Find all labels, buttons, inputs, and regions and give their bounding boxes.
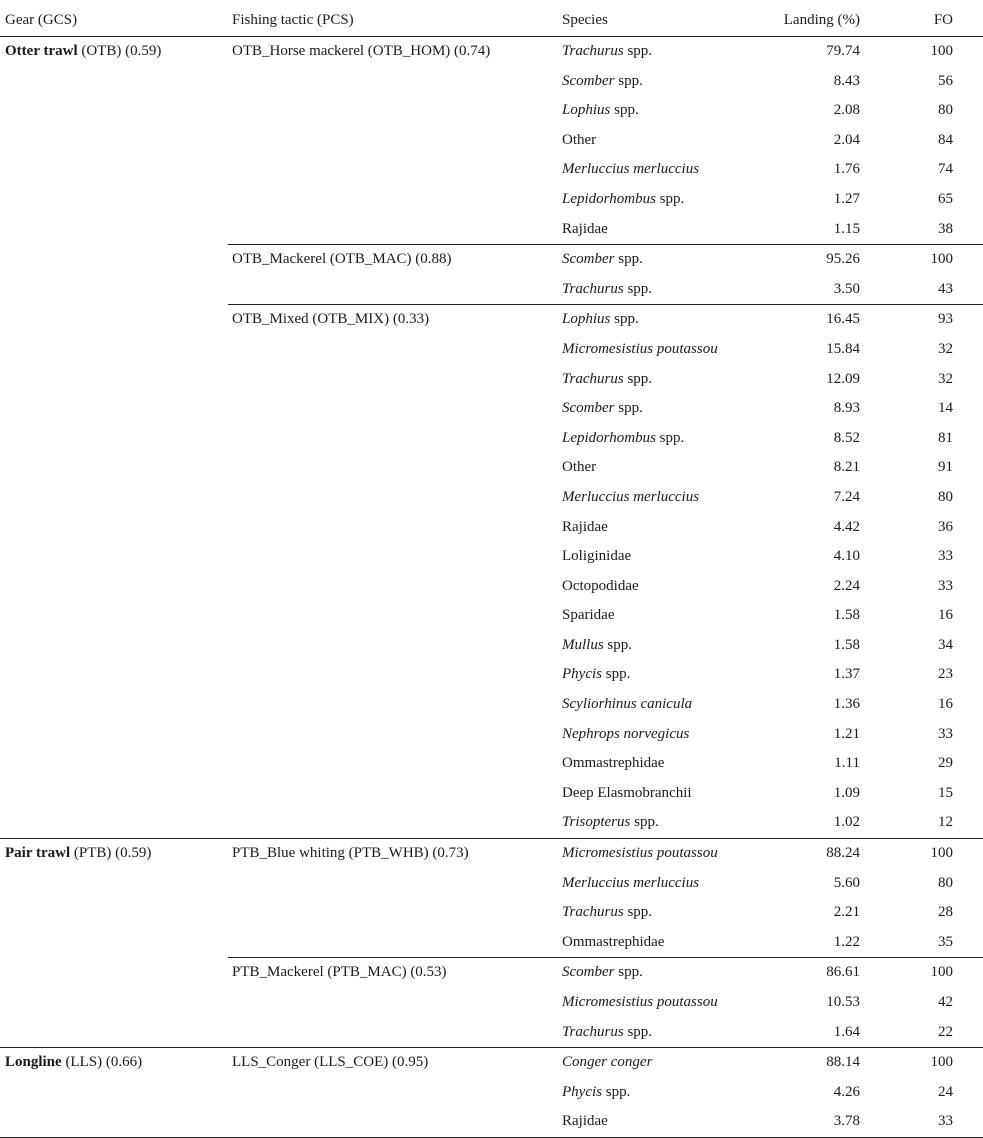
table-row (0, 779, 983, 809)
landing-cell: 3.78 (772, 1107, 890, 1137)
species-cell (558, 275, 772, 305)
species-italic: Trachurus (562, 280, 624, 297)
gear-code: (LLS) (0.66) (61, 1054, 143, 1071)
landing-cell: 7.24 (833, 488, 860, 505)
gear-cell (0, 245, 228, 275)
gear-cell (0, 424, 228, 454)
landing-cell: 1.37 (833, 666, 860, 683)
tactic-cell (228, 660, 558, 690)
table-row (0, 215, 983, 245)
species-italic: Trachurus (562, 904, 624, 921)
table-row (0, 601, 983, 631)
landing-cell: 4.42 (833, 518, 860, 535)
species-italic: Phycis (562, 666, 602, 683)
tactic-cell (228, 749, 558, 779)
species-cell (558, 839, 772, 869)
species-text: spp. (614, 72, 643, 89)
species-text: spp. (610, 102, 639, 119)
species-text: Rajidae (562, 1113, 608, 1130)
species-cell (558, 898, 772, 928)
table-row (0, 245, 983, 275)
fo-cell: 81 (938, 429, 953, 446)
table-row (0, 155, 983, 185)
header-fo: FO (890, 4, 983, 37)
gear-cell (0, 305, 228, 335)
gear-cell (0, 869, 228, 899)
gear-cell (0, 542, 228, 572)
tactic-cell: PTB_Mackerel (PTB_MAC) (0.53) (228, 958, 558, 988)
fo-cell: 84 (938, 131, 953, 148)
table-row (0, 37, 983, 67)
species-cell (558, 601, 772, 631)
landing-cell: 1.58 (833, 607, 860, 624)
species-italic: Scomber (562, 72, 615, 89)
species-italic: Scomber (562, 964, 615, 981)
gear-cell (0, 1048, 228, 1078)
tactic-cell (228, 631, 558, 661)
tactic-cell (228, 1078, 558, 1108)
table-row (0, 394, 983, 424)
species-text: Loliginidae (562, 548, 632, 565)
gear-cell (0, 898, 228, 928)
species-text: spp. (614, 400, 643, 417)
species-italic: Lophius (562, 102, 611, 119)
tactic-cell (228, 720, 558, 750)
species-italic: Scyliorhinus canicula (562, 696, 693, 713)
fo-cell: 100 (890, 958, 983, 988)
landing-cell: 1.02 (833, 814, 860, 831)
landing-cell: 15.84 (826, 340, 860, 357)
table-row (0, 1018, 983, 1048)
species-text: spp. (603, 636, 633, 653)
species-cell (558, 542, 772, 572)
tactic-cell (228, 185, 558, 215)
fo-cell: 12 (938, 814, 953, 831)
table-row (0, 749, 983, 779)
species-text: Other (562, 131, 597, 148)
species-cell (558, 305, 772, 335)
gear-name: Otter trawl (5, 43, 78, 59)
table-row (0, 690, 983, 720)
species-cell (558, 720, 772, 750)
landing-cell: 1.58 (833, 636, 860, 653)
species-cell (558, 424, 772, 454)
landing-cell: 1.27 (833, 190, 860, 207)
gear-cell (0, 1078, 228, 1108)
fo-cell: 29 (938, 755, 953, 772)
species-italic: Micromesistius poutassou (562, 340, 718, 357)
species-italic: Scomber (562, 251, 615, 268)
fo-cell: 32 (938, 370, 953, 387)
table-row (0, 513, 983, 543)
landing-cell: 3.50 (833, 280, 860, 297)
landing-cell: 88.24 (772, 839, 890, 869)
species-cell (558, 988, 772, 1018)
tactic-cell (228, 275, 558, 305)
species-text: Ommastrephidae (562, 933, 665, 950)
table-row (0, 305, 983, 335)
gear-cell (0, 1107, 228, 1137)
tactic-cell (228, 96, 558, 126)
gear-code: (OTB) (0.59) (77, 43, 162, 59)
tactic-cell (228, 808, 558, 838)
header-gear: Gear (GCS) (0, 4, 228, 37)
landing-cell: 4.26 (833, 1083, 860, 1100)
species-italic: Scomber (562, 400, 615, 417)
species-italic: Lepidorhombus (562, 429, 656, 446)
species-cell (558, 185, 772, 215)
table-row (0, 67, 983, 97)
gear-cell (0, 96, 228, 126)
landing-cell: 2.21 (833, 904, 860, 921)
species-text: Rajidae (562, 220, 608, 237)
header-row (0, 4, 983, 37)
fo-cell: 33 (938, 548, 953, 565)
species-cell (558, 572, 772, 602)
species-text: spp. (623, 43, 653, 59)
species-italic: Merluccius merluccius (562, 161, 700, 178)
gear-cell (0, 453, 228, 483)
fo-cell: 14 (938, 400, 953, 417)
table-row (0, 839, 983, 869)
species-text: spp. (623, 1023, 653, 1040)
tactic-cell (228, 483, 558, 513)
tactic-cell (228, 513, 558, 543)
table-row (0, 96, 983, 126)
table-row (0, 483, 983, 513)
fo-cell: 80 (938, 874, 953, 891)
species-italic: Merluccius merluccius (562, 874, 700, 891)
gear-cell (0, 37, 228, 67)
gear-cell (0, 155, 228, 185)
tactic-cell: OTB_Mackerel (OTB_MAC) (0.88) (228, 245, 558, 275)
landing-cell: 16.45 (772, 305, 890, 335)
fo-cell: 100 (890, 245, 983, 275)
gear-cell (0, 601, 228, 631)
species-italic: Micromesistius poutassou (562, 845, 718, 862)
table-row (0, 808, 983, 838)
species-text: spp. (655, 429, 685, 446)
fo-cell: 36 (938, 518, 953, 535)
table-row (0, 572, 983, 602)
species-cell (558, 1048, 772, 1078)
table-row (0, 1078, 983, 1108)
gear-cell (0, 690, 228, 720)
gear-cell (0, 660, 228, 690)
landing-cell: 1.22 (833, 933, 860, 950)
tactic-cell (228, 155, 558, 185)
table-row (0, 958, 983, 988)
species-text: Deep Elasmobranchii (562, 784, 692, 801)
gear-cell (0, 126, 228, 156)
gear-cell (0, 1018, 228, 1048)
table-row (0, 1107, 983, 1137)
tactic-cell (228, 1107, 558, 1137)
species-cell (558, 245, 772, 275)
landing-cell: 1.21 (833, 725, 860, 742)
gear-name: Longline (5, 1054, 62, 1071)
fo-cell: 24 (938, 1083, 953, 1100)
tactic-cell (228, 126, 558, 156)
species-cell (558, 1107, 772, 1137)
species-italic: Nephrops norvegicus (562, 725, 690, 742)
gear-cell (0, 335, 228, 365)
gear-cell (0, 215, 228, 245)
species-cell (558, 335, 772, 365)
fo-cell: 15 (938, 784, 953, 801)
table-row (0, 365, 983, 395)
table-row (0, 631, 983, 661)
table-row (0, 335, 983, 365)
landing-cell: 1.09 (833, 784, 860, 801)
tactic-cell (228, 898, 558, 928)
species-cell (558, 453, 772, 483)
tactic-cell (228, 453, 558, 483)
fo-cell: 38 (938, 220, 953, 237)
tactic-cell (228, 1018, 558, 1048)
fo-cell: 91 (938, 459, 953, 476)
landing-cell: 1.64 (833, 1023, 860, 1040)
fo-cell: 100 (890, 839, 983, 869)
tactic-cell: LLS_Conger (LLS_COE) (0.95) (228, 1048, 558, 1078)
species-italic: Trachurus (562, 43, 624, 59)
table-row (0, 275, 983, 305)
species-cell (558, 958, 772, 988)
fo-cell: 80 (938, 102, 953, 119)
fo-cell: 93 (890, 305, 983, 335)
species-text: spp. (630, 814, 659, 831)
species-cell (558, 215, 772, 245)
species-italic: Trachurus (562, 370, 624, 387)
table-body (0, 37, 983, 1138)
tactic-cell (228, 335, 558, 365)
gear-cell (0, 394, 228, 424)
tactic-cell (228, 869, 558, 899)
species-cell (558, 779, 772, 809)
fo-cell: 43 (938, 280, 953, 297)
gear-cell (0, 513, 228, 543)
species-text: spp. (614, 251, 643, 268)
species-text: spp. (601, 666, 631, 683)
table-row (0, 424, 983, 454)
gear-cell (0, 275, 228, 305)
species-cell (558, 808, 772, 838)
table-row (0, 1048, 983, 1078)
species-text: spp. (623, 370, 653, 387)
landing-cell: 1.36 (833, 696, 860, 713)
tactic-cell (228, 67, 558, 97)
fo-cell: 34 (938, 636, 953, 653)
gear-cell (0, 749, 228, 779)
table-row (0, 126, 983, 156)
gear-code: (PTB) (0.59) (70, 845, 152, 862)
gear-cell (0, 808, 228, 838)
fo-cell: 16 (938, 607, 953, 624)
species-italic: Phycis (562, 1083, 602, 1100)
species-text: Rajidae (562, 518, 608, 535)
tactic-cell (228, 542, 558, 572)
species-cell (558, 660, 772, 690)
landing-cell: 8.93 (833, 400, 860, 417)
header-tactic: Fishing tactic (PCS) (228, 4, 558, 37)
species-italic: Lepidorhombus (562, 190, 656, 207)
landing-cell: 86.61 (772, 958, 890, 988)
table-row (0, 453, 983, 483)
header-landing: Landing (%) (772, 4, 890, 37)
landing-cell: 1.76 (833, 161, 860, 178)
tactic-cell (228, 424, 558, 454)
species-italic: Micromesistius poutassou (562, 994, 718, 1010)
species-cell (558, 365, 772, 395)
tactic-cell (228, 928, 558, 958)
species-text: spp. (623, 280, 653, 297)
landing-cell: 8.52 (833, 429, 860, 446)
fo-cell: 23 (938, 666, 953, 683)
species-cell (558, 869, 772, 899)
tactic-cell: OTB_Horse mackerel (OTB_HOM) (0.74) (228, 37, 558, 67)
gear-cell (0, 779, 228, 809)
tactic-cell: OTB_Mixed (OTB_MIX) (0.33) (228, 305, 558, 335)
landing-cell: 2.08 (833, 102, 860, 119)
species-cell (558, 67, 772, 97)
species-text: spp. (614, 964, 643, 981)
table-row (0, 988, 983, 1018)
species-cell (558, 394, 772, 424)
species-italic: Merluccius merluccius (562, 488, 700, 505)
tactic-cell (228, 988, 558, 1018)
gear-cell (0, 988, 228, 1018)
landing-cell: 12.09 (826, 370, 860, 387)
landing-cell: 8.43 (833, 72, 860, 89)
species-italic: Trachurus (562, 1023, 624, 1040)
fo-cell: 100 (890, 1048, 983, 1078)
species-text: Ommastrephidae (562, 755, 665, 772)
fo-cell: 74 (938, 161, 953, 178)
gear-cell (0, 572, 228, 602)
species-cell (558, 1078, 772, 1108)
gear-name: Pair trawl (5, 845, 71, 862)
landing-cell: 10.53 (826, 994, 860, 1010)
species-cell (558, 1018, 772, 1048)
fo-cell: 28 (938, 904, 953, 921)
table-row (0, 898, 983, 928)
species-italic: Trisopterus (562, 814, 631, 831)
fo-cell: 42 (938, 994, 953, 1010)
fo-cell: 56 (938, 72, 953, 89)
header-species: Species (558, 4, 772, 37)
species-italic: Lophius (562, 311, 611, 328)
fo-cell: 33 (938, 725, 953, 742)
species-italic: Conger conger (562, 1054, 653, 1071)
species-cell (558, 631, 772, 661)
fo-cell: 100 (890, 37, 983, 67)
species-text: spp. (655, 190, 685, 207)
table-row (0, 720, 983, 750)
landing-cell: 4.10 (833, 548, 860, 565)
landings-table (0, 4, 983, 1138)
species-cell (558, 483, 772, 513)
fo-cell: 35 (938, 933, 953, 950)
table-row (0, 660, 983, 690)
species-text: Other (562, 459, 597, 476)
gear-cell (0, 67, 228, 97)
species-cell (558, 37, 772, 67)
gear-cell (0, 928, 228, 958)
table-row (0, 542, 983, 572)
tactic-cell (228, 779, 558, 809)
gear-cell (0, 720, 228, 750)
species-cell (558, 513, 772, 543)
gear-cell (0, 631, 228, 661)
table-row (0, 869, 983, 899)
gear-cell (0, 365, 228, 395)
gear-cell (0, 958, 228, 988)
species-cell (558, 690, 772, 720)
landing-cell: 2.24 (833, 577, 860, 594)
fo-cell: 22 (938, 1023, 953, 1040)
species-cell (558, 749, 772, 779)
tactic-cell (228, 394, 558, 424)
table-row (0, 185, 983, 215)
species-cell (558, 928, 772, 958)
tactic-cell (228, 572, 558, 602)
fo-cell: 32 (938, 340, 953, 357)
species-text: Octopodidae (562, 577, 639, 594)
fo-cell: 65 (938, 190, 953, 207)
landing-cell: 88.14 (772, 1048, 890, 1078)
landing-cell: 8.21 (833, 459, 860, 476)
species-cell (558, 126, 772, 156)
fo-cell: 16 (938, 696, 953, 713)
landing-cell: 79.74 (772, 37, 890, 67)
tactic-cell (228, 215, 558, 245)
species-text: spp. (623, 904, 653, 921)
tactic-cell (228, 365, 558, 395)
gear-cell (0, 839, 228, 869)
tactic-cell (228, 690, 558, 720)
landing-cell: 2.04 (833, 131, 860, 148)
fo-cell: 80 (938, 488, 953, 505)
tactic-cell (228, 601, 558, 631)
species-text: spp. (610, 311, 639, 328)
landing-cell: 95.26 (772, 245, 890, 275)
species-italic: Mullus (562, 636, 604, 653)
table-row (0, 928, 983, 958)
fo-cell: 33 (890, 1107, 983, 1137)
landing-cell: 1.15 (833, 220, 860, 237)
gear-cell (0, 483, 228, 513)
fo-cell: 33 (938, 577, 953, 594)
species-cell (558, 155, 772, 185)
landing-cell: 1.11 (834, 755, 860, 772)
species-cell (558, 96, 772, 126)
species-text: Sparidae (562, 607, 615, 624)
gear-cell (0, 185, 228, 215)
landing-cell: 5.60 (833, 874, 860, 891)
tactic-cell: PTB_Blue whiting (PTB_WHB) (0.73) (228, 839, 558, 869)
species-text: spp. (601, 1083, 631, 1100)
